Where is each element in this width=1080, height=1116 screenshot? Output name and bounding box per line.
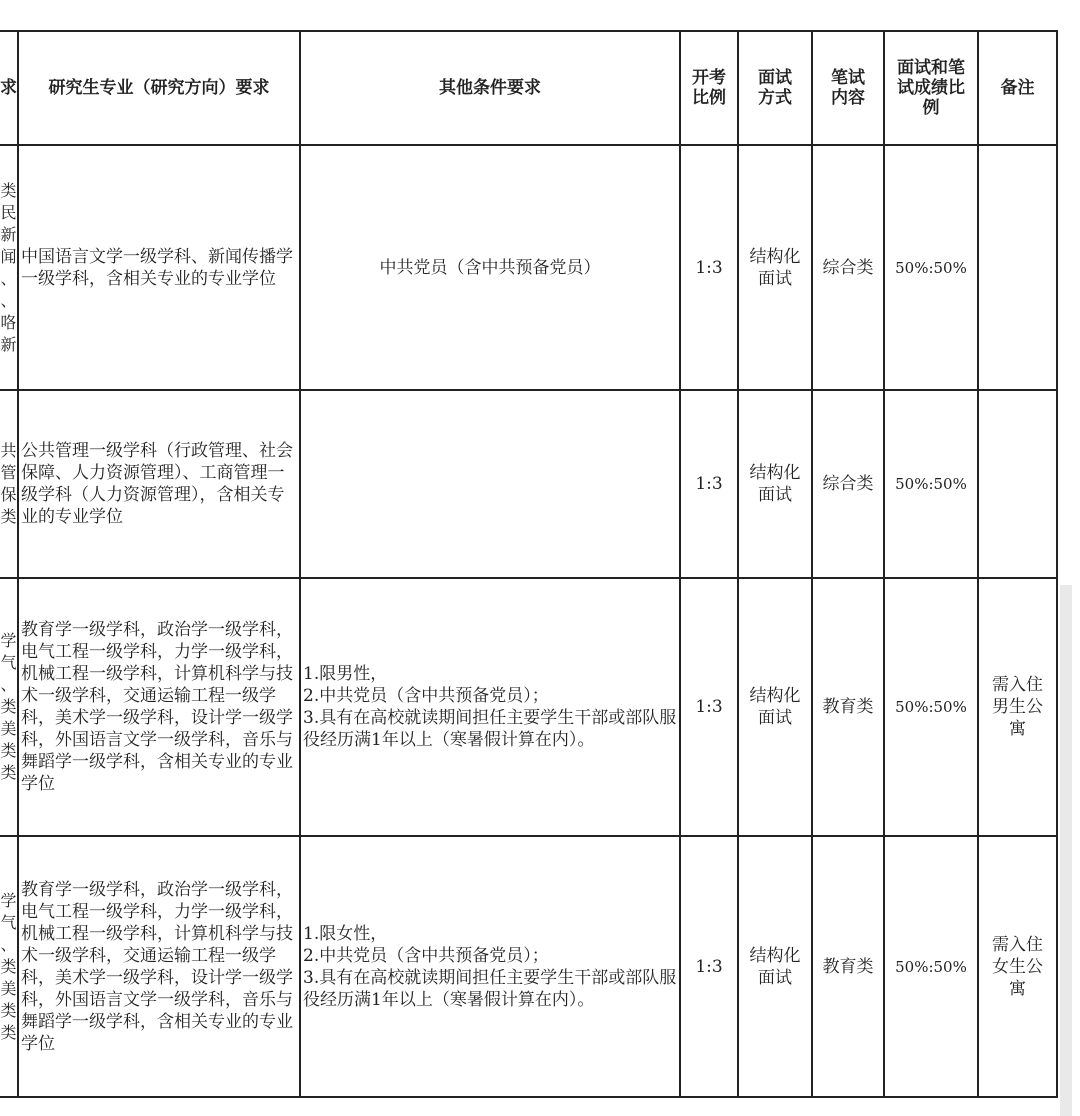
row4-ratio: 1:3 (695, 956, 723, 977)
row3-other: 1.限男性， 2.中共党员（含中共预备党员）； 3.具有在高校就读期间担任主要学生干部或部队服役经历满1年以上（寒暑假计算在内）。 (303, 664, 677, 750)
header-clipped-cell: 求 (0, 78, 17, 98)
row4-score: 50%:50% (895, 957, 967, 976)
row2-other (301, 391, 679, 577)
row3-written: 教育类 (822, 697, 874, 717)
row2-score: 50%:50% (895, 475, 967, 493)
row4-written: 教育类 (822, 956, 874, 977)
row4-clipped-cell: 学 气 、 类 美 类 类 (0, 890, 17, 1042)
header-interview-method: 面试 方式 (758, 68, 792, 108)
row3-score: 50%:50% (895, 698, 967, 716)
row2-clipped-cell: 共 管 保 类 (0, 441, 17, 526)
header-exam-ratio: 开考 比例 (692, 68, 726, 108)
row3-major: 教育学一级学科，政治学一级学科，电气工程一级学科，力学一级学科，机械工程一级学科，计算机科学与技术一级学科，交通运输工程一级学科，美术学一级学科，设计学一级学科，外国语言文学一级学科，音乐与舞蹈学一级学科，含相关专业的专业学位 (21, 620, 293, 794)
header-remark: 备注 (1000, 78, 1035, 98)
row3-clipped-cell: 学 气 、 类 美 类 类 (0, 631, 17, 782)
row3-remark: 需入住 男生公 寓 (992, 675, 1043, 739)
row2-written: 综合类 (822, 474, 874, 494)
row4-remark: 需入住 女生公 寓 (992, 934, 1043, 999)
row4-major: 教育学一级学科，政治学一级学科，电气工程一级学科，力学一级学科，机械工程一级学科，计算机科学与技术一级学科，交通运输工程一级学科，美术学一级学科，设计学一级学科，外国语言文学一级学科，音乐与舞蹈学一级学科，含相关专业的专业学位 (21, 879, 293, 1054)
row1-remark (979, 146, 1056, 389)
row4-other: 1.限女性， 2.中共党员（含中共预备党员）； 3.具有在高校就读期间担任主要学生干部或部队服役经历满1年以上（寒暑假计算在内）。 (303, 923, 677, 1010)
row1-other: 中共党员（含中共预备党员） (379, 257, 601, 278)
row4-interview: 结构化 面试 (749, 945, 801, 988)
row2-interview: 结构化 面试 (749, 463, 801, 505)
row1-interview: 结构化 面试 (749, 246, 801, 289)
row1-clipped-cell: 类 民 新 闻 、 、 咯 新 (0, 180, 17, 354)
row1-score: 50%:50% (895, 258, 967, 277)
header-score-ratio: 面试和笔 试成绩比 例 (897, 58, 965, 118)
row3-ratio: 1:3 (695, 697, 723, 717)
row2-ratio: 1:3 (695, 474, 723, 494)
header-written-content: 笔试 内容 (831, 68, 865, 108)
header-major-requirement: 研究生专业（研究方向）要求 (48, 78, 270, 98)
row1-major: 中国语言文学一级学科、新闻传播学一级学科，含相关专业的专业学位 (21, 246, 293, 289)
row2-remark (979, 391, 1056, 577)
row3-interview: 结构化 面试 (749, 686, 801, 728)
row1-ratio: 1:3 (695, 257, 723, 278)
row2-major: 公共管理一级学科（行政管理、社会保障、人力资源管理）、工商管理一级学科（人力资源管理），含相关专业的专业学位 (21, 441, 293, 527)
row1-written: 综合类 (822, 257, 874, 278)
header-other-requirements: 其他条件要求 (439, 78, 541, 98)
